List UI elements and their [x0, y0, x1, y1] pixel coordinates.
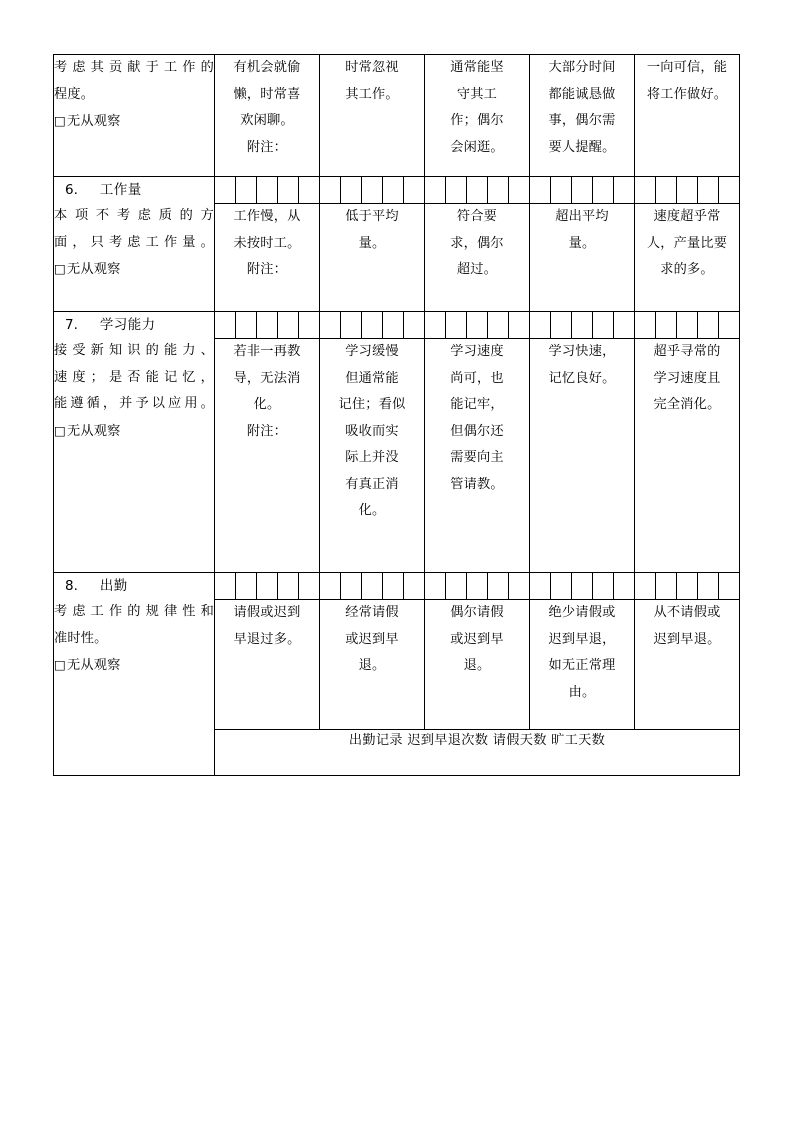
- score-box[interactable]: [593, 312, 614, 338]
- no-observation-option[interactable]: [54, 108, 214, 136]
- score-box[interactable]: [446, 177, 467, 203]
- rating-text-line: 一向可信，能: [646, 60, 728, 75]
- rating-text-line: 从不请假或: [653, 605, 721, 620]
- score-box[interactable]: [551, 573, 572, 599]
- rating-level-5-cell[interactable]: [635, 204, 740, 312]
- score-box[interactable]: [341, 312, 362, 338]
- rating-text-line: 量。: [568, 235, 596, 251]
- score-box[interactable]: [509, 177, 529, 203]
- no-observation-label: 无从观察: [67, 262, 121, 277]
- rating-text-line: 记忆良好。: [548, 370, 616, 386]
- score-box[interactable]: [278, 312, 299, 338]
- rating-text-line: 由。: [568, 684, 596, 700]
- rating-text-line: 大部分时间: [548, 60, 616, 75]
- score-box[interactable]: [572, 177, 593, 203]
- rating-text-line: 记住；看似: [338, 397, 406, 412]
- criterion-description-cell: [54, 177, 215, 312]
- rating-level-2-cell[interactable]: [320, 204, 425, 312]
- rating-text-line: 化。: [358, 503, 386, 518]
- score-box[interactable]: [299, 312, 319, 338]
- checkbox-icon[interactable]: □: [54, 422, 67, 438]
- score-box[interactable]: [341, 573, 362, 599]
- rating-text-line: 低于平均: [345, 209, 399, 224]
- score-box-group-1[interactable]: [215, 177, 320, 204]
- rating-text-line: 有机会就偷: [233, 60, 301, 75]
- score-box-group-4[interactable]: [530, 312, 635, 339]
- rating-text-line: 完全消化。: [653, 397, 721, 412]
- score-box-group-5[interactable]: [635, 573, 740, 600]
- score-box[interactable]: [488, 177, 509, 203]
- score-box[interactable]: [614, 573, 634, 599]
- score-box[interactable]: [383, 177, 404, 203]
- section-heading: [54, 312, 214, 338]
- rating-level-2-cell[interactable]: [320, 600, 425, 730]
- checkbox-icon[interactable]: □: [54, 657, 67, 672]
- criterion-description-cell: [54, 55, 215, 177]
- rating-text-line: 会闲逛。: [450, 139, 504, 155]
- score-box[interactable]: [320, 312, 341, 338]
- rating-level-3-cell[interactable]: [425, 600, 530, 730]
- rating-text-line: 超出平均: [555, 209, 609, 224]
- score-box-group-4[interactable]: [530, 177, 635, 204]
- score-box[interactable]: [509, 573, 529, 599]
- score-box[interactable]: [425, 177, 446, 203]
- rating-level-1-cell[interactable]: [215, 339, 320, 573]
- criterion-description-line: 能遵循，并予以应用。: [54, 396, 214, 411]
- score-box[interactable]: [404, 312, 424, 338]
- section-title: 学习能力: [99, 317, 156, 333]
- rating-text-line: 经常请假: [345, 605, 399, 620]
- note-label: 附注：: [246, 423, 288, 439]
- table-row: [54, 312, 740, 339]
- score-box-group-1[interactable]: [215, 312, 320, 339]
- rating-text-line: 将工作做好。: [646, 86, 728, 102]
- criterion-description-line: 程度。: [54, 86, 95, 102]
- score-box[interactable]: [719, 177, 739, 203]
- rating-text-line: 速度超乎常: [653, 209, 721, 224]
- score-box[interactable]: [614, 177, 634, 203]
- rating-level-3-cell[interactable]: [425, 55, 530, 177]
- rating-text-line: 导，无法消: [233, 370, 301, 386]
- rating-level-5-cell[interactable]: [635, 339, 740, 573]
- score-box[interactable]: [635, 177, 656, 203]
- rating-text-line: 若非一再教: [233, 344, 301, 359]
- criterion-description-line: 接受新知识的能力、: [54, 343, 214, 358]
- score-box[interactable]: [215, 573, 236, 599]
- score-box[interactable]: [509, 312, 529, 338]
- rating-text-line: 早退过多。: [233, 631, 301, 647]
- rating-text-line: 守其工: [456, 86, 498, 102]
- rating-text-line: 或迟到早: [345, 631, 399, 647]
- score-box[interactable]: [677, 312, 698, 338]
- score-box[interactable]: [215, 177, 236, 203]
- rating-text-line: 要人提醒。: [548, 139, 616, 155]
- criterion-description-line: 考虑工作的规律性和: [54, 604, 214, 619]
- rating-text-line: 人，产量比要: [646, 235, 728, 251]
- score-box[interactable]: [698, 312, 719, 338]
- section-title: 出勤: [99, 578, 128, 594]
- section-number: 8.: [65, 578, 78, 594]
- rating-text-line: 求，偶尔: [450, 235, 504, 251]
- score-box[interactable]: [362, 573, 383, 599]
- checkbox-icon[interactable]: □: [54, 261, 67, 276]
- score-box[interactable]: [530, 312, 551, 338]
- score-box[interactable]: [488, 312, 509, 338]
- rating-text-line: 未按时工。: [233, 235, 301, 251]
- rating-text-line: 化。: [253, 397, 281, 412]
- rating-text-line: 符合要: [456, 209, 498, 224]
- score-box-group-2[interactable]: [320, 573, 425, 600]
- score-box[interactable]: [635, 312, 656, 338]
- score-box[interactable]: [257, 573, 278, 599]
- rating-level-3-cell[interactable]: [425, 339, 530, 573]
- score-box-group-3[interactable]: [425, 573, 530, 600]
- no-observation-option[interactable]: [54, 256, 214, 284]
- performance-evaluation-table: [53, 54, 740, 776]
- score-box[interactable]: [467, 573, 488, 599]
- rating-text-line: 学习速度: [450, 344, 504, 359]
- rating-text-line: 吸收而实: [345, 423, 399, 439]
- rating-level-1-cell[interactable]: [215, 55, 320, 177]
- score-box[interactable]: [698, 177, 719, 203]
- score-box[interactable]: [383, 312, 404, 338]
- score-box[interactable]: [278, 177, 299, 203]
- rating-text-line: 学习缓慢: [345, 344, 399, 359]
- section-heading: [54, 177, 214, 203]
- rating-text-line: 际上并没: [345, 450, 399, 465]
- score-box[interactable]: [257, 312, 278, 338]
- rating-text-line: 超过。: [456, 262, 498, 277]
- score-box[interactable]: [236, 177, 257, 203]
- section-number: 6.: [65, 182, 78, 198]
- score-box[interactable]: [656, 312, 677, 338]
- rating-level-2-cell[interactable]: [320, 55, 425, 177]
- rating-level-3-cell[interactable]: [425, 204, 530, 312]
- rating-text-line: 绝少请假或: [548, 605, 616, 620]
- score-box[interactable]: [467, 177, 488, 203]
- rating-text-line: 学习快速，: [548, 344, 616, 359]
- criterion-description-line: 准时性。: [54, 630, 108, 646]
- criterion-description-cell: [54, 573, 215, 776]
- table-row: [54, 573, 740, 600]
- table-row: [54, 177, 740, 204]
- rating-text-line: 事，偶尔需: [548, 113, 616, 128]
- rating-text-line: 管请教。: [450, 476, 504, 492]
- score-box[interactable]: [425, 573, 446, 599]
- rating-level-4-cell[interactable]: [530, 339, 635, 573]
- rating-text-line: 尚可，也: [450, 370, 504, 386]
- score-box-group-2[interactable]: [320, 312, 425, 339]
- attendance-record-footer[interactable]: 出勤记录 迟到早退次数 请假天数 旷工天数: [215, 730, 740, 776]
- score-box[interactable]: [551, 312, 572, 338]
- rating-text-line: 请假或迟到: [233, 605, 301, 620]
- score-box-group-4[interactable]: [530, 573, 635, 600]
- rating-text-line: 如无正常理: [548, 658, 616, 673]
- criterion-description-line: 考虑其贡献于工作的: [54, 60, 214, 75]
- rating-text-line: 迟到早退。: [653, 631, 721, 647]
- score-box[interactable]: [383, 573, 404, 599]
- score-box[interactable]: [656, 177, 677, 203]
- note-label: 附注：: [246, 262, 288, 277]
- score-box[interactable]: [488, 573, 509, 599]
- rating-level-2-cell[interactable]: [320, 339, 425, 573]
- note-label: 附注：: [246, 139, 288, 155]
- score-box-group-2[interactable]: [320, 177, 425, 204]
- score-box[interactable]: [320, 177, 341, 203]
- score-box[interactable]: [719, 312, 739, 338]
- rating-text-line: 工作慢，从: [233, 209, 301, 224]
- rating-level-5-cell[interactable]: [635, 55, 740, 177]
- criterion-description-line: 面，只考虑工作量。: [54, 234, 214, 250]
- rating-text-line: 偶尔请假: [450, 605, 504, 620]
- rating-text-line: 能记牢，: [450, 397, 504, 412]
- rating-text-line: 通常能坚: [450, 60, 504, 75]
- criterion-description-line: 速度；是否能记忆，: [54, 369, 214, 385]
- rating-level-4-cell[interactable]: [530, 600, 635, 730]
- checkbox-icon[interactable]: □: [54, 113, 67, 128]
- score-box-group-1[interactable]: [215, 573, 320, 600]
- rating-level-4-cell[interactable]: [530, 204, 635, 312]
- rating-text-line: 求的多。: [660, 262, 714, 277]
- score-box[interactable]: [362, 312, 383, 338]
- rating-text-line: 欢闲聊。: [240, 113, 294, 128]
- rating-level-5-cell[interactable]: [635, 600, 740, 730]
- criterion-description-cell: [54, 312, 215, 573]
- score-box[interactable]: [551, 177, 572, 203]
- score-box-group-5[interactable]: [635, 177, 740, 204]
- score-box[interactable]: [299, 573, 319, 599]
- score-box[interactable]: [593, 573, 614, 599]
- rating-text-line: 迟到早退，: [548, 631, 616, 647]
- section-heading: [54, 573, 214, 599]
- score-box-group-3[interactable]: [425, 312, 530, 339]
- section-title: 工作量: [99, 182, 142, 198]
- score-box[interactable]: [446, 573, 467, 599]
- table-row: [54, 55, 740, 177]
- no-observation-label: 无从观察: [67, 658, 121, 673]
- score-box[interactable]: [215, 312, 236, 338]
- score-box-group-3[interactable]: [425, 177, 530, 204]
- score-box[interactable]: [677, 177, 698, 203]
- score-box[interactable]: [698, 573, 719, 599]
- score-box[interactable]: [593, 177, 614, 203]
- score-box-group-5[interactable]: [635, 312, 740, 339]
- rating-text-line: 但偶尔还: [450, 423, 504, 439]
- rating-text-line: 其工作。: [345, 86, 399, 102]
- score-box[interactable]: [530, 573, 551, 599]
- rating-level-1-cell[interactable]: [215, 204, 320, 312]
- score-box[interactable]: [572, 312, 593, 338]
- score-box[interactable]: [257, 177, 278, 203]
- no-observation-option[interactable]: [54, 652, 214, 680]
- rating-level-4-cell[interactable]: [530, 55, 635, 177]
- rating-text-line: 作；偶尔: [450, 113, 504, 128]
- score-box[interactable]: [656, 573, 677, 599]
- score-box[interactable]: [446, 312, 467, 338]
- rating-text-line: 退。: [358, 658, 386, 673]
- score-box[interactable]: [719, 573, 739, 599]
- score-box[interactable]: [635, 573, 656, 599]
- score-box[interactable]: [425, 312, 446, 338]
- rating-text-line: 学习速度且: [653, 370, 721, 386]
- rating-level-1-cell[interactable]: [215, 600, 320, 730]
- score-box[interactable]: [404, 573, 424, 599]
- rating-text-line: 超乎寻常的: [653, 344, 721, 359]
- section-number: 7.: [65, 317, 78, 333]
- score-box[interactable]: [572, 573, 593, 599]
- score-box[interactable]: [299, 177, 319, 203]
- rating-text-line: 有真正消: [345, 476, 399, 492]
- score-box[interactable]: [278, 573, 299, 599]
- score-box[interactable]: [677, 573, 698, 599]
- score-box[interactable]: [530, 177, 551, 203]
- rating-text-line: 退。: [463, 658, 491, 673]
- rating-text-line: 需要向主: [450, 450, 504, 465]
- rating-text-line: 量。: [358, 235, 386, 251]
- no-observation-label: 无从观察: [67, 114, 121, 129]
- no-observation-option[interactable]: [54, 418, 214, 446]
- score-box[interactable]: [236, 312, 257, 338]
- score-box[interactable]: [467, 312, 488, 338]
- rating-text-line: 时常忽视: [345, 60, 399, 75]
- rating-text-line: 都能诚恳做: [548, 86, 616, 102]
- score-box[interactable]: [320, 573, 341, 599]
- no-observation-label: 无从观察: [67, 423, 121, 439]
- score-box[interactable]: [404, 177, 424, 203]
- criterion-description-line: 本项不考虑质的方: [54, 208, 214, 223]
- score-box[interactable]: [362, 177, 383, 203]
- rating-text-line: 但通常能: [345, 370, 399, 386]
- rating-text-line: 懒，时常喜: [233, 86, 301, 102]
- score-box[interactable]: [614, 312, 634, 338]
- table-body: [54, 55, 740, 776]
- score-box[interactable]: [236, 573, 257, 599]
- score-box[interactable]: [341, 177, 362, 203]
- rating-text-line: 或迟到早: [450, 631, 504, 647]
